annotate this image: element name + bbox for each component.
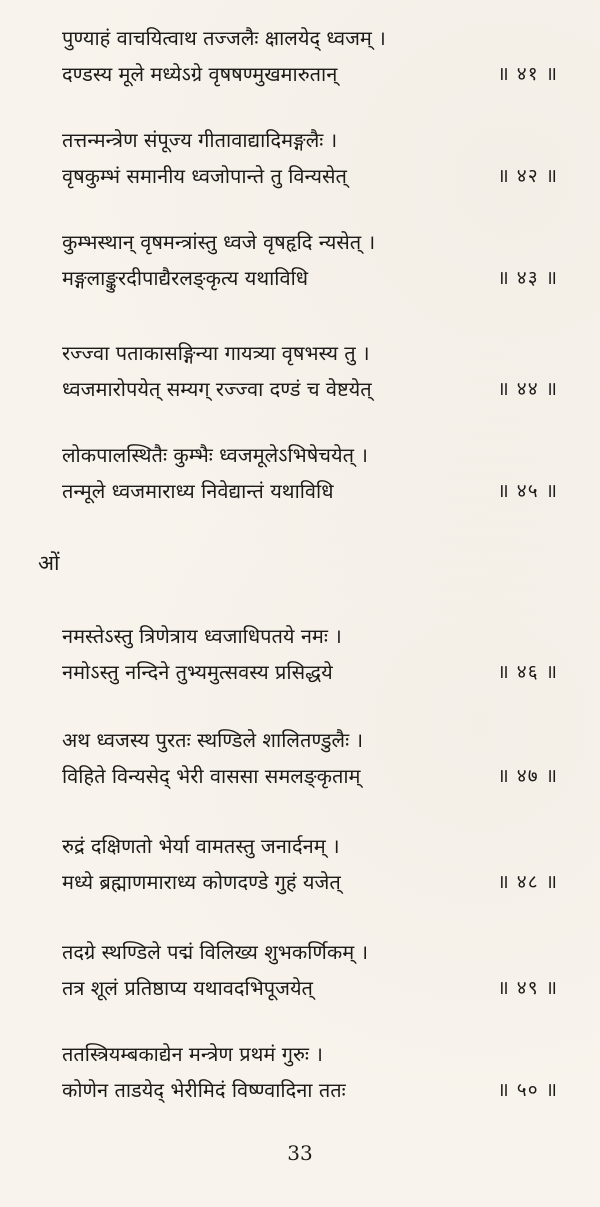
verse-number: ॥ ४२ ॥ xyxy=(497,165,558,187)
verse-45 xyxy=(62,437,562,509)
verse-text: नमोऽस्तु नन्दिने तुभ्यमुत्सवस्य प्रसिद्धये xyxy=(62,660,333,684)
verse-line-1: लोकपालस्थितैः कुम्भैः ध्वजमूलेऽभिषेचयेत् । xyxy=(62,443,368,467)
verse-line-1: कुम्भस्थान् वृषमन्त्रांस्तु ध्वजे वृषहृदि न्यसेत् । xyxy=(62,230,376,254)
verse-number: ॥ ४६ ॥ xyxy=(497,661,558,683)
verse-line-1: पुण्याहं वाचयित्वाथ तज्जलैः क्षालयेद् ध्वजम् । xyxy=(62,26,386,50)
verse-line-2 xyxy=(62,473,562,509)
verse-number: ॥ ४३ ॥ xyxy=(497,267,558,289)
verse-line-2 xyxy=(62,864,562,900)
verse-line-1: तत्तन्मन्त्रेण संपूज्य गीतावाद्यादिमङ्गलैः । xyxy=(62,128,338,152)
verse-line-2 xyxy=(62,56,562,92)
verse-line-2 xyxy=(62,371,562,407)
verse-text: कोणेन ताडयेद् भेरीमिदं विष्ण्वादिना ततः xyxy=(62,1078,346,1102)
verse-line-1: रुद्रं दक्षिणतो भेर्या वामतस्तु जनार्दनम् । xyxy=(62,834,340,858)
om-invocation: ओं xyxy=(38,551,60,575)
verse-42 xyxy=(62,122,562,194)
verse-text: मङ्गलाङ्कुरदीपाद्यैरलङ्कृत्य यथाविधि xyxy=(62,266,309,290)
verse-number: ॥ ४४ ॥ xyxy=(497,378,558,400)
verse-line-2 xyxy=(62,158,562,194)
verse-43 xyxy=(62,224,562,296)
verse-line-2 xyxy=(62,758,562,794)
verse-number: ॥ ४१ ॥ xyxy=(497,63,558,85)
verse-number: ॥ ४९ ॥ xyxy=(497,977,558,999)
verse-text: तत्र शूलं प्रतिष्ठाप्य यथावदभिपूजयेत् xyxy=(62,976,313,1000)
verse-47 xyxy=(62,722,562,794)
verse-text: वृषकुम्भं समानीय ध्वजोपान्ते तु विन्यसेत् xyxy=(62,164,347,188)
verse-49 xyxy=(62,934,562,1006)
verse-50 xyxy=(62,1036,562,1108)
verse-46 xyxy=(62,618,562,690)
verse-line-1: रज्ज्वा पताकासङ्गिन्या गायत्र्या वृषभस्य तु । xyxy=(62,341,370,365)
verse-text: ध्वजमारोपयेत् सम्यग् रज्ज्वा दण्डं च वेष्टयेत् xyxy=(62,377,372,401)
page-number: 33 xyxy=(287,1141,313,1165)
verse-text: मध्ये ब्रह्माणमाराध्य कोणदण्डे गुहं यजेत् xyxy=(62,870,341,894)
verse-line-1: तदग्रे स्थण्डिले पद्मं विलिख्य शुभकर्णिकम् । xyxy=(62,940,369,964)
verse-line-2 xyxy=(62,654,562,690)
verse-number: ॥ ४७ ॥ xyxy=(497,765,558,787)
verse-line-2 xyxy=(62,970,562,1006)
verse-41 xyxy=(62,20,562,92)
verse-number: ॥ ४५ ॥ xyxy=(497,480,558,502)
verse-text: दण्डस्य मूले मध्येऽग्रे वृषषण्मुखमारुतान् xyxy=(62,62,338,86)
verse-line-1: अथ ध्वजस्य पुरतः स्थण्डिले शालितण्डुलैः । xyxy=(62,728,364,752)
verse-text: विहिते विन्यसेद् भेरी वाससा समलङ्कृताम् xyxy=(62,764,361,788)
verse-text: तन्मूले ध्वजमाराध्य निवेद्यान्तं यथाविधि xyxy=(62,479,334,503)
verse-44 xyxy=(62,335,562,407)
verse-number: ॥ ५० ॥ xyxy=(497,1079,558,1101)
verse-line-2 xyxy=(62,1072,562,1108)
verse-48 xyxy=(62,828,562,900)
verse-line-2 xyxy=(62,260,562,296)
verse-line-1: नमस्तेऽस्तु त्रिणेत्राय ध्वजाधिपतये नमः । xyxy=(62,624,342,648)
verse-line-1: ततस्त्रियम्बकाद्येन मन्त्रेण प्रथमं गुरुः । xyxy=(62,1042,323,1066)
verse-number: ॥ ४८ ॥ xyxy=(497,871,558,893)
